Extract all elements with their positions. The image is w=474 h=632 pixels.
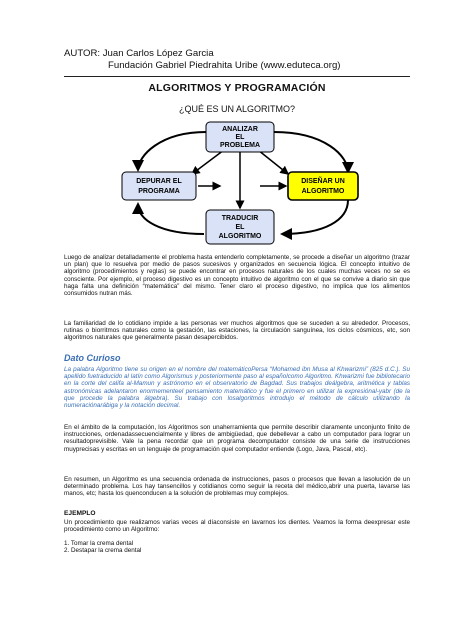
page-title: ALGORITMOS Y PROGRAMACIÓN: [148, 82, 326, 94]
dato-curioso-text: La palabra Algoritmo tiene su origen en el nombre del matemáticoPersa “Mohamed ibn Musa al Khwarizmi” (825 d.C.). Su apellido fuetraducido al latín como Algorismus y posteriormente paso al españolcomo Algoritmo. Khwarizmi fue bibliotecario en la corte del califa al-Mamun y astrónomo en el observatorio de Bagdad. Sus trabajos deálgebra, aritmética y tablas astronómicas adelantaron enormementeel pensamiento matemático y fue el primero en utilizar la expresiónal-yabr (de la que procede la palabra álgebra). Su trabajo con losalgoritmos introdujo el método de cálculo utilizando la numeraciónarábiga y la notación decimal.: [64, 366, 410, 410]
list-item: 2. Destapar la crema dental: [64, 547, 142, 555]
box-traducir-line1: TRADUCIR: [221, 215, 259, 222]
inner-arrow: [192, 150, 224, 174]
box-depurar: [122, 172, 196, 200]
list-item: 1. Tomar la crema dental: [64, 540, 134, 547]
paragraph-4: En resumen, un Algoritmo es una secuencia ordenada de instrucciones, pasos o procesos que llevan a lasolución de un determinado problema. Los hay tansencillos y cotidianos como seguir la receta del médico,abrir una puerta, lavarse las manos, etc; hasta los quenconducen a la solución de problemas muy complejos.: [64, 476, 410, 498]
paragraph-3: En el ámbito de la computación, los Algoritmos son unaherramienta que permite describir claramente unconjunto finito de instrucciones, ordenadassecuencialmente y libres de ambigüedad, que debellevar a cabo un computador para lograr un resultadoprevisible. Vale la pena recordar que un programa decomputador consiste de una serie de instrucciones muyprecisas y escritas en un lenguaje de programación quel computador entiende (Logo, Java, Pascal, etc).: [64, 424, 410, 453]
author-line: AUTOR: Juan Carlos López Garcia: [64, 48, 214, 59]
cycle-arrow: [138, 132, 206, 170]
box-disenar-line2: ALGORITMO: [301, 188, 345, 195]
cycle-arrow: [138, 204, 204, 234]
inner-arrow: [258, 150, 288, 174]
box-traducir-line3: ALGORITMO: [218, 233, 262, 240]
cycle-arrow: [274, 132, 348, 172]
box-depurar-line2: PROGRAMA: [138, 188, 180, 195]
box-analizar-line2: EL: [235, 134, 245, 141]
box-analizar-line3: PROBLEMA: [219, 142, 261, 149]
author-block: [64, 48, 341, 72]
page-subtitle: ¿QUÉ ES UN ALGORITMO?: [178, 104, 296, 114]
ejemplo-heading: EJEMPLO: [64, 510, 96, 517]
header-divider: [64, 76, 410, 77]
algorithm-cycle-diagram: [120, 116, 360, 250]
box-disenar-line1: DISEÑAR UN: [301, 178, 345, 185]
box-depurar-line1: DEPURAR EL: [136, 178, 182, 185]
paragraph-2: La familiaridad de lo cotidiano impide a las personas ver muchos algoritmos que se suceden a su alrededor. Procesos, rutinas o biorritmos naturales como la gestación, las estaciones, la circulación sanguínea, los ciclos cósmicos, etc, son algoritmos naturales que generalmente pasan desapercibidos.: [64, 320, 410, 342]
paragraph-1: Luego de analizar detalladamente el problema hasta entenderlo completamente, se procede a diseñar un algoritmo (trazar un plan) que lo resuelva por medio de pasos sucesivos y organizados en secuencia lógica. El concepto intuitivo de algoritmo (procedimientos y reglas) se puede encontrar en procesos naturales de los cuales muchas veces no se es consciente. Por ejemplo, el proceso digestivo es un concepto intuitivo de algoritmo con el que se convive a diario sin que haga falta una definición “matemática” del mismo. Tener claro el proceso digestivo, no implica que los alimentos consumidos nutran más.: [64, 254, 410, 298]
box-disenar: [288, 172, 358, 200]
dato-curioso-heading: Dato Curioso: [64, 353, 121, 363]
organization-line: Fundación Gabriel Piedrahita Uribe (www.eduteca.org): [108, 60, 341, 71]
cycle-arrow: [282, 200, 348, 234]
ejemplo-text: Un procedimiento que realizamos varias veces al díaconsiste en lavarnos los dientes. Veamos la forma deexpresar este procedimiento como un Algoritmo:: [64, 519, 410, 534]
box-traducir-line2: EL: [235, 224, 245, 231]
steps-list: [64, 540, 410, 554]
box-analizar-line1: ANALIZAR: [222, 126, 258, 133]
